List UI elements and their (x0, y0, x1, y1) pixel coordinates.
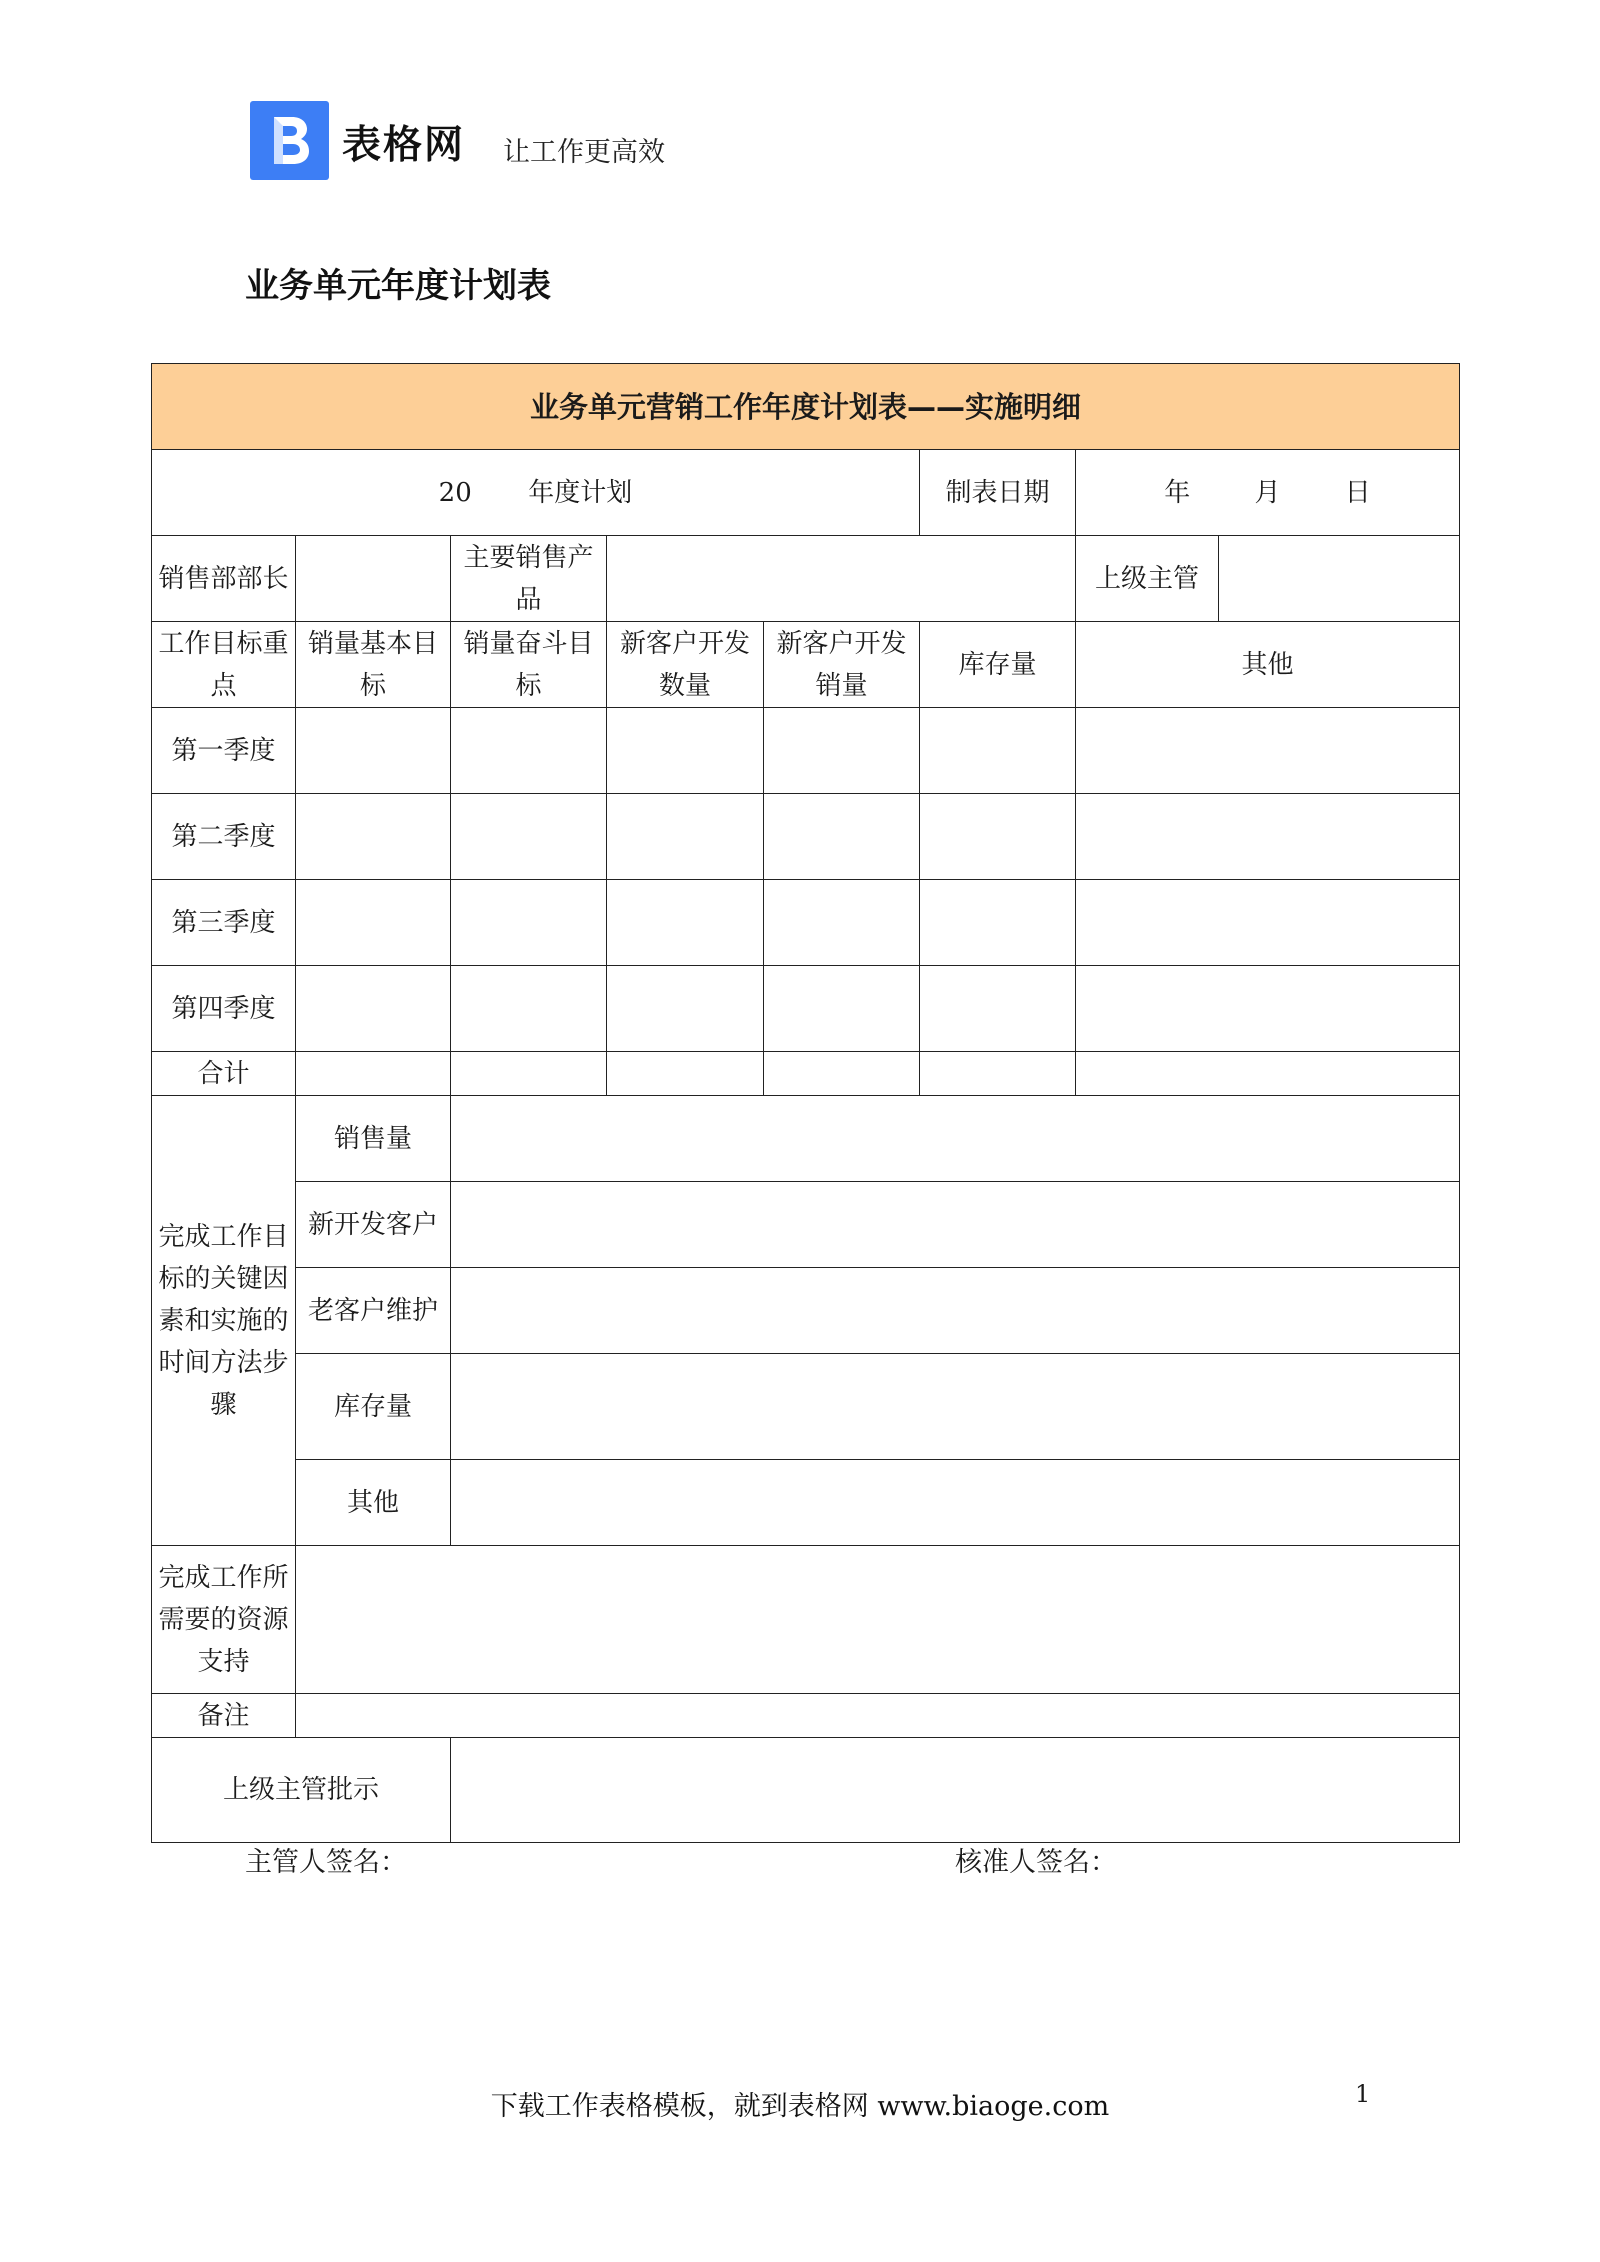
table-cell[interactable] (1076, 1052, 1460, 1096)
table-cell[interactable] (296, 1052, 451, 1096)
brand-slogan: 让工作更高效 (503, 137, 665, 168)
key-factor-label: 销售量 (296, 1096, 451, 1182)
table-cell[interactable] (920, 794, 1076, 880)
notes-input[interactable] (296, 1694, 1460, 1738)
date-month: 月 (1254, 477, 1281, 508)
key-factor-label: 库存量 (296, 1354, 451, 1460)
column-header: 新客户开发销量 (764, 622, 920, 708)
table-cell[interactable] (451, 708, 607, 794)
quarter-label: 第一季度 (152, 708, 296, 794)
quarter-label: 第三季度 (152, 880, 296, 966)
table-cell[interactable] (764, 794, 920, 880)
table-cell[interactable] (607, 708, 764, 794)
date-field[interactable] (1076, 450, 1460, 536)
dept-head-input[interactable] (296, 536, 451, 622)
key-factor-input[interactable] (451, 1182, 1460, 1268)
supervisor-label: 上级主管 (1076, 536, 1219, 622)
approval-input[interactable] (451, 1738, 1460, 1843)
column-header: 销量奋斗目标 (451, 622, 607, 708)
column-header: 工作目标重点 (152, 622, 296, 708)
resources-input[interactable] (296, 1546, 1460, 1694)
column-header: 其他 (1076, 622, 1460, 708)
page-number: 1 (1355, 2080, 1371, 2108)
column-header: 新客户开发数量 (607, 622, 764, 708)
table-cell[interactable] (296, 708, 451, 794)
table-cell[interactable] (607, 966, 764, 1052)
key-factor-input[interactable] (451, 1268, 1460, 1354)
table-cell[interactable] (920, 1052, 1076, 1096)
date-day: 日 (1344, 477, 1371, 508)
table-cell[interactable] (764, 966, 920, 1052)
table-cell[interactable] (296, 880, 451, 966)
resources-label: 完成工作所需要的资源支持 (152, 1546, 296, 1694)
table-cell[interactable] (764, 1052, 920, 1096)
notes-label: 备注 (152, 1694, 296, 1738)
table-cell[interactable] (451, 1052, 607, 1096)
date-year: 年 (1164, 477, 1191, 508)
key-factor-input[interactable] (451, 1354, 1460, 1460)
table-cell[interactable] (920, 966, 1076, 1052)
table-cell[interactable] (607, 794, 764, 880)
year-prefix: 20 (438, 477, 472, 508)
table-cell[interactable] (607, 1052, 764, 1096)
table-cell[interactable] (764, 708, 920, 794)
main-product-label: 主要销售产品 (451, 536, 607, 622)
table-cell[interactable] (920, 708, 1076, 794)
table-cell[interactable] (920, 880, 1076, 966)
key-factor-input[interactable] (451, 1096, 1460, 1182)
document-title: 业务单元年度计划表 (245, 266, 551, 306)
approval-label: 上级主管批示 (152, 1738, 451, 1843)
dept-head-label: 销售部部长 (152, 536, 296, 622)
table-cell[interactable] (451, 880, 607, 966)
table-cell[interactable] (1076, 708, 1460, 794)
key-factor-input[interactable] (451, 1460, 1460, 1546)
table-cell[interactable] (1076, 794, 1460, 880)
table-cell[interactable] (607, 880, 764, 966)
supervisor-input[interactable] (1219, 536, 1460, 622)
table-cell[interactable] (296, 966, 451, 1052)
key-factor-label: 新开发客户 (296, 1182, 451, 1268)
key-factors-label: 完成工作目标的关键因素和实施的时间方法步骤 (152, 1096, 296, 1546)
total-label: 合计 (152, 1052, 296, 1096)
supervisor-signature: 主管人签名： (245, 1847, 407, 1878)
quarter-label: 第四季度 (152, 966, 296, 1052)
brand-logo-icon (250, 101, 329, 180)
table-cell[interactable] (451, 966, 607, 1052)
brand-name: 表格网 (342, 123, 466, 168)
approver-signature: 核准人签名： (955, 1847, 1117, 1878)
column-header: 销量基本目标 (296, 622, 451, 708)
logo-b-icon (250, 101, 329, 180)
table-banner: 业务单元营销工作年度计划表——实施明细 (152, 364, 1460, 450)
year-plan-cell[interactable] (152, 450, 920, 536)
footer-text: 下载工作表格模板，就到表格网 www.biaoge.com (490, 2091, 1110, 2122)
main-product-input[interactable] (607, 536, 1076, 622)
quarter-label: 第二季度 (152, 794, 296, 880)
annual-plan-table (151, 363, 1460, 1843)
table-cell[interactable] (1076, 880, 1460, 966)
year-plan-label: 年度计划 (528, 477, 633, 508)
table-cell[interactable] (451, 794, 607, 880)
date-label: 制表日期 (920, 450, 1076, 536)
table-cell[interactable] (296, 794, 451, 880)
key-factor-label: 其他 (296, 1460, 451, 1546)
column-header: 库存量 (920, 622, 1076, 708)
table-cell[interactable] (764, 880, 920, 966)
table-cell[interactable] (1076, 966, 1460, 1052)
key-factor-label: 老客户维护 (296, 1268, 451, 1354)
